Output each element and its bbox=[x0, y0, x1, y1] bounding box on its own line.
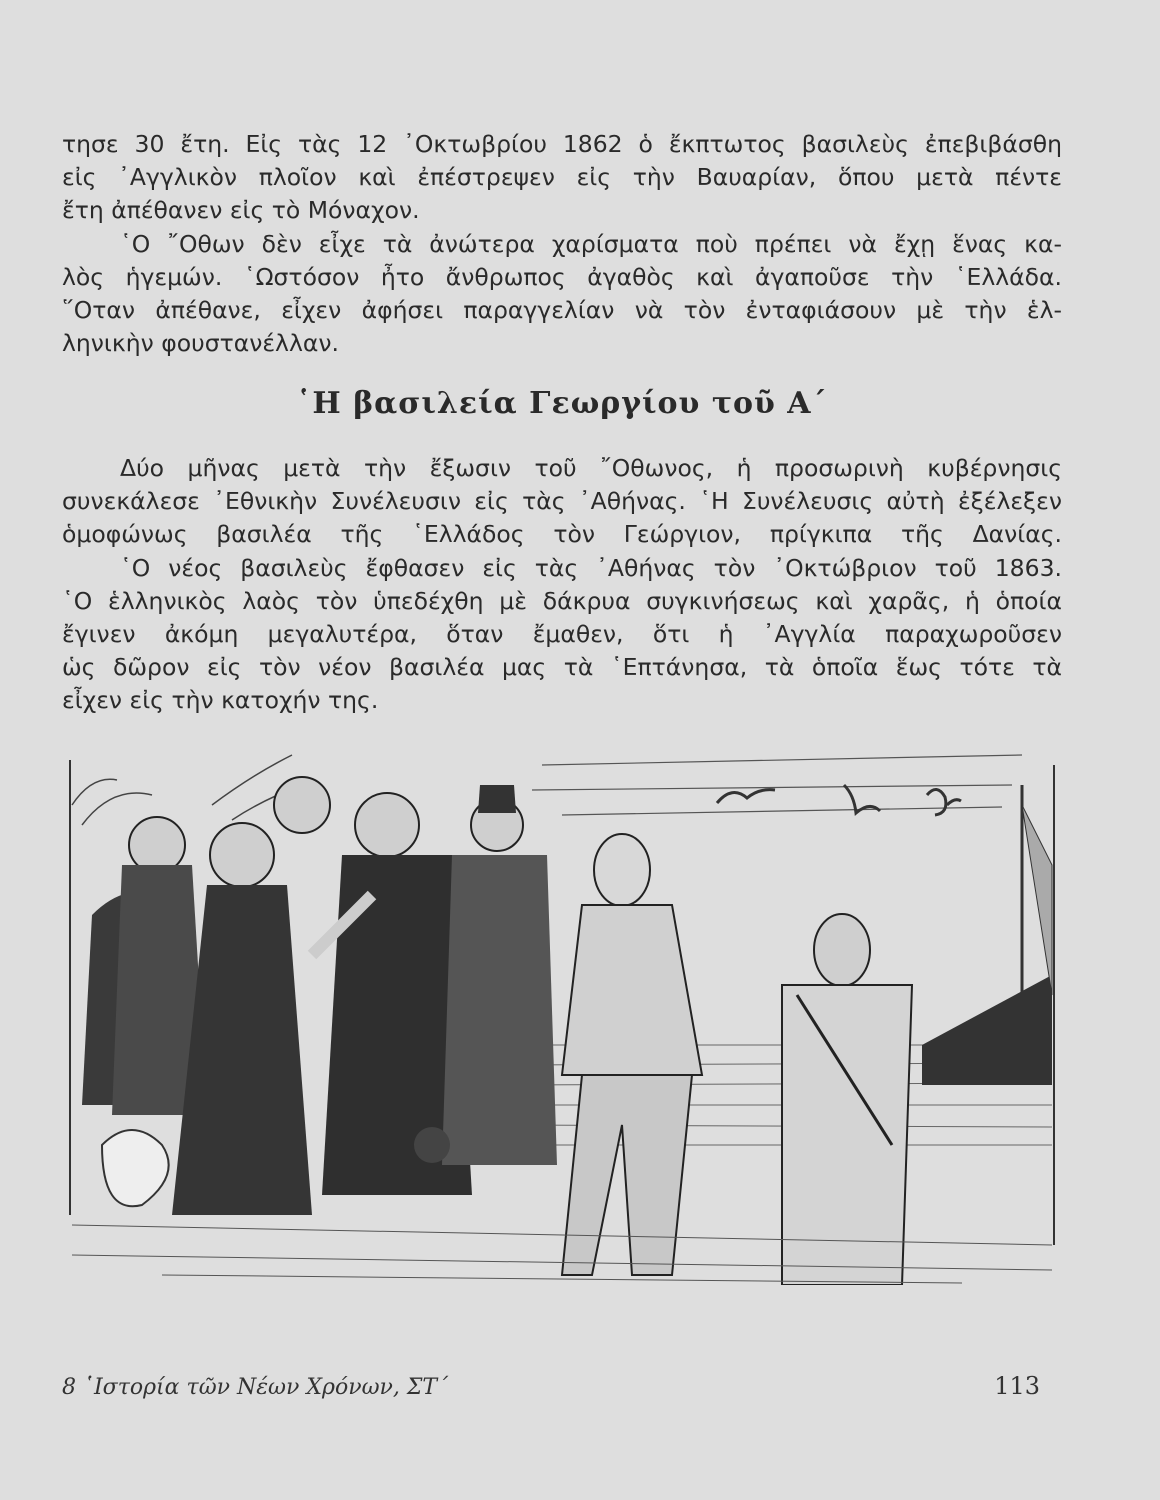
text-line: λὸς ἡγεμών. ῾Ωστόσον ἦτο ἄνθρωπος ἀγαθὸς καὶ ἀγαποῦσε τὴν ῾Ελλάδα. bbox=[62, 262, 1062, 291]
text-line: ῾Ο ῎Οθων δὲν εἶχε τὰ ἀνώτερα χαρίσματα ποὺ πρέπει νὰ ἔχῃ ἕνας κα- bbox=[120, 229, 1062, 258]
text-line: ὁμοφώνως βασιλέα τῆς ῾Ελλάδος τὸν Γεώργιον, πρίγκιπα τῆς Δανίας. bbox=[62, 520, 1062, 549]
text-line: ὡς δῶρον εἰς τὸν νέον βασιλέα μας τὰ ῾Επτάνησα, τὰ ὁποῖα ἕως τότε τὰ bbox=[62, 653, 1062, 682]
paragraph-arrival bbox=[62, 552, 1062, 718]
text-line: ἔτη ἀπέθανεν εἰς τὸ Μόναχον. bbox=[62, 196, 420, 225]
text-line: ληνικὴν φουστανέλλαν. bbox=[62, 329, 339, 358]
text-line: εἶχεν εἰς τὴν κατοχήν της. bbox=[62, 686, 379, 715]
page-number: 113 bbox=[994, 1372, 1040, 1400]
text-line: ἔγινεν ἀκόμη μεγαλυτέρα, ὅταν ἔμαθεν, ὅτι ἡ ᾿Αγγλία παραχωροῦσεν bbox=[62, 620, 1062, 649]
illustration-arrival-of-king bbox=[62, 745, 1062, 1285]
ship-icon bbox=[922, 785, 1052, 1085]
text-line: ῾Ο νέος βασιλεὺς ἔφθασεν εἰς τὰς ᾿Αθήνας τὸν ᾿Οκτώβριον τοῦ 1863. bbox=[120, 553, 1062, 582]
paragraph-othon bbox=[62, 228, 1062, 361]
text-line: ῞Οταν ἀπέθανε, εἶχεν ἀφήσει παραγγελίαν νὰ τὸν ἐνταφιάσουν μὲ τὴν ἑλ- bbox=[62, 296, 1062, 325]
crowd-figures bbox=[82, 777, 557, 1215]
text-line: συνεκάλεσε ᾿Εθνικὴν Συνέλευσιν εἰς τὰς ᾿Αθήνας. ῾Η Συνέλευσις αὐτὴ ἐξέλεξεν bbox=[62, 487, 1062, 516]
text-bottom bbox=[62, 452, 1062, 718]
paragraph-election bbox=[62, 452, 1062, 552]
sky-hatching bbox=[532, 755, 1022, 815]
section-heading: ῾Η βασιλεία Γεωργίου τοῦ Α΄ bbox=[296, 386, 828, 421]
sketch-illustration bbox=[62, 745, 1062, 1285]
text-line: τησε 30 ἔτη. Εἰς τὰς 12 ᾿Οκτωβρίου 1862 ὁ ἔκπτωτος βασιλεὺς ἐπεβιβάσθη bbox=[62, 130, 1062, 158]
officer-figure bbox=[782, 914, 912, 1285]
text-line: Δύο μῆνας μετὰ τὴν ἔξωσιν τοῦ ῎Οθωνος, ἡ προσωρινὴ κυβέρνησις bbox=[120, 454, 1062, 482]
foliage-icon bbox=[72, 755, 302, 825]
text-top bbox=[62, 128, 1062, 360]
paragraph-continuation bbox=[62, 128, 1062, 228]
text-line: εἰς ᾿Αγγλικὸν πλοῖον καὶ ἐπέστρεψεν εἰς τὴν Βαυαρίαν, ὅπου μετὰ πέντε bbox=[62, 163, 1062, 192]
king-figure bbox=[562, 834, 702, 1275]
footer-book-title: 8 ῾Ιστορία τῶν Νέων Χρόνων, ΣΤ΄ bbox=[62, 1375, 449, 1400]
text-line: ῾Ο ἑλληνικὸς λαὸς τὸν ὑπεδέχθη μὲ δάκρυα συγκινήσεως καὶ χαρᾶς, ἡ ὁποία bbox=[62, 586, 1062, 615]
flower-bouquet-icon bbox=[102, 1130, 169, 1206]
